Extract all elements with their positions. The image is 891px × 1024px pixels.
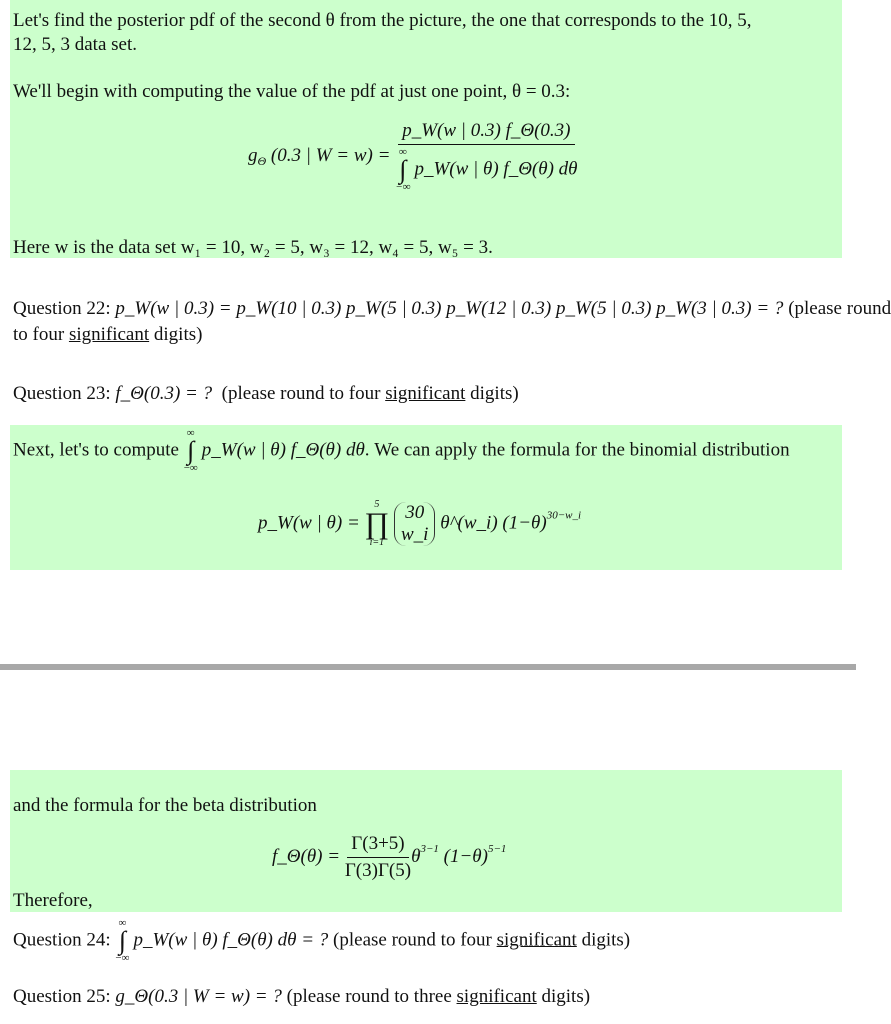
beta-formula: f_Θ(θ) = $\frac{\Gamma(3+5)}{\Gamma(3)\Gamma(5)}$ $\theta^{3-1}$ $(1-\theta)^{5-1}$ (272, 833, 507, 881)
q22-formula: p_W(w | 0.3) = p_W(10 | 0.3) p_W(5 | 0.3) p_W(12 | 0.3) p_W(5 | 0.3) p_W(3 | 0.3) = ? (115, 298, 784, 319)
bayes-numerator: p_W(w | 0.3) f_Θ(0.3) (398, 120, 574, 145)
question-22-cont: to four significant digits) (13, 324, 203, 345)
product-icon: 5 ∏ i=1 (364, 499, 390, 548)
q25-formula: g_Θ(0.3 | W = w) = ? (115, 986, 282, 1007)
question-24: Question 24: ∞ ∫ −∞ p_W(w | θ) f_Θ(θ) dθ = ? (please round to four significant digits) (13, 917, 631, 964)
integral-icon: ∞ ∫ −∞ (395, 146, 411, 193)
binomial-intro: Next, let's to compute ∞ ∫ −∞ p_W(w | θ) f_Θ(θ) dθ. We can apply the formula for the binomial distribution (13, 427, 790, 474)
beta-intro: and the formula for the beta distribution (13, 795, 317, 816)
bayes-lhs: $g_\Theta$ (0.3 | W = w) = (248, 144, 391, 168)
q24-formula: p_W(w | θ) f_Θ(θ) dθ = ? (133, 929, 329, 951)
question-23: Question 23: f_Θ(0.3) = ? (please round to four significant digits) (13, 383, 519, 404)
intro-line-2: 12, 5, 3 data set. (13, 34, 138, 55)
beta-fraction: $\frac{\Gamma(3+5)}{\Gamma(3)\Gamma(5)}$ (344, 833, 412, 881)
significant-link[interactable]: significant (385, 383, 466, 404)
question-25: Question 25: g_Θ(0.3 | W = w) = ? (please round to three significant digits) (13, 986, 591, 1007)
question-22: Question 22: p_W(w | 0.3) = p_W(10 | 0.3) p_W(5 | 0.3) p_W(12 | 0.3) p_W(5 | 0.3) p_W(3 | 0.3) = ? (please round (13, 298, 891, 319)
bayes-fraction (395, 120, 577, 193)
significant-link[interactable]: significant (68, 324, 150, 345)
binomial-coefficient: 30 w_i (394, 502, 435, 546)
intro-line-1: Let's find the posterior pdf of the second θ from the picture, the one that corresponds to the 10, 5, (13, 10, 752, 31)
q23-formula: f_Θ(0.3) = ? (115, 383, 213, 404)
binomial-formula: p_W(w | θ) = 5 ∏ i=1 30 w_i θ^(w_i) $(1-\theta)^{30-w\_i}$ (258, 499, 582, 548)
integral-icon: ∞ ∫ −∞ (115, 917, 130, 964)
integral-icon: ∞ ∫ −∞ (183, 427, 198, 474)
significant-link[interactable]: significant (496, 929, 577, 951)
bayes-denominator: ∞ ∫ −∞ p_W(w | θ) f_Θ(θ) dθ (395, 146, 578, 193)
data-set-line: Here w is the data set w₁ = 10, w₂ = 5, w₃ = 12, w₄ = 5, w₅ = 3. (13, 237, 493, 258)
therefore-label: Therefore, (13, 890, 93, 911)
bayes-formula (248, 120, 578, 193)
intro-line-3: We'll begin with computing the value of the pdf at just one point, θ = 0.3: (13, 81, 571, 102)
divider (0, 664, 856, 670)
significant-link[interactable]: significant (456, 986, 537, 1007)
